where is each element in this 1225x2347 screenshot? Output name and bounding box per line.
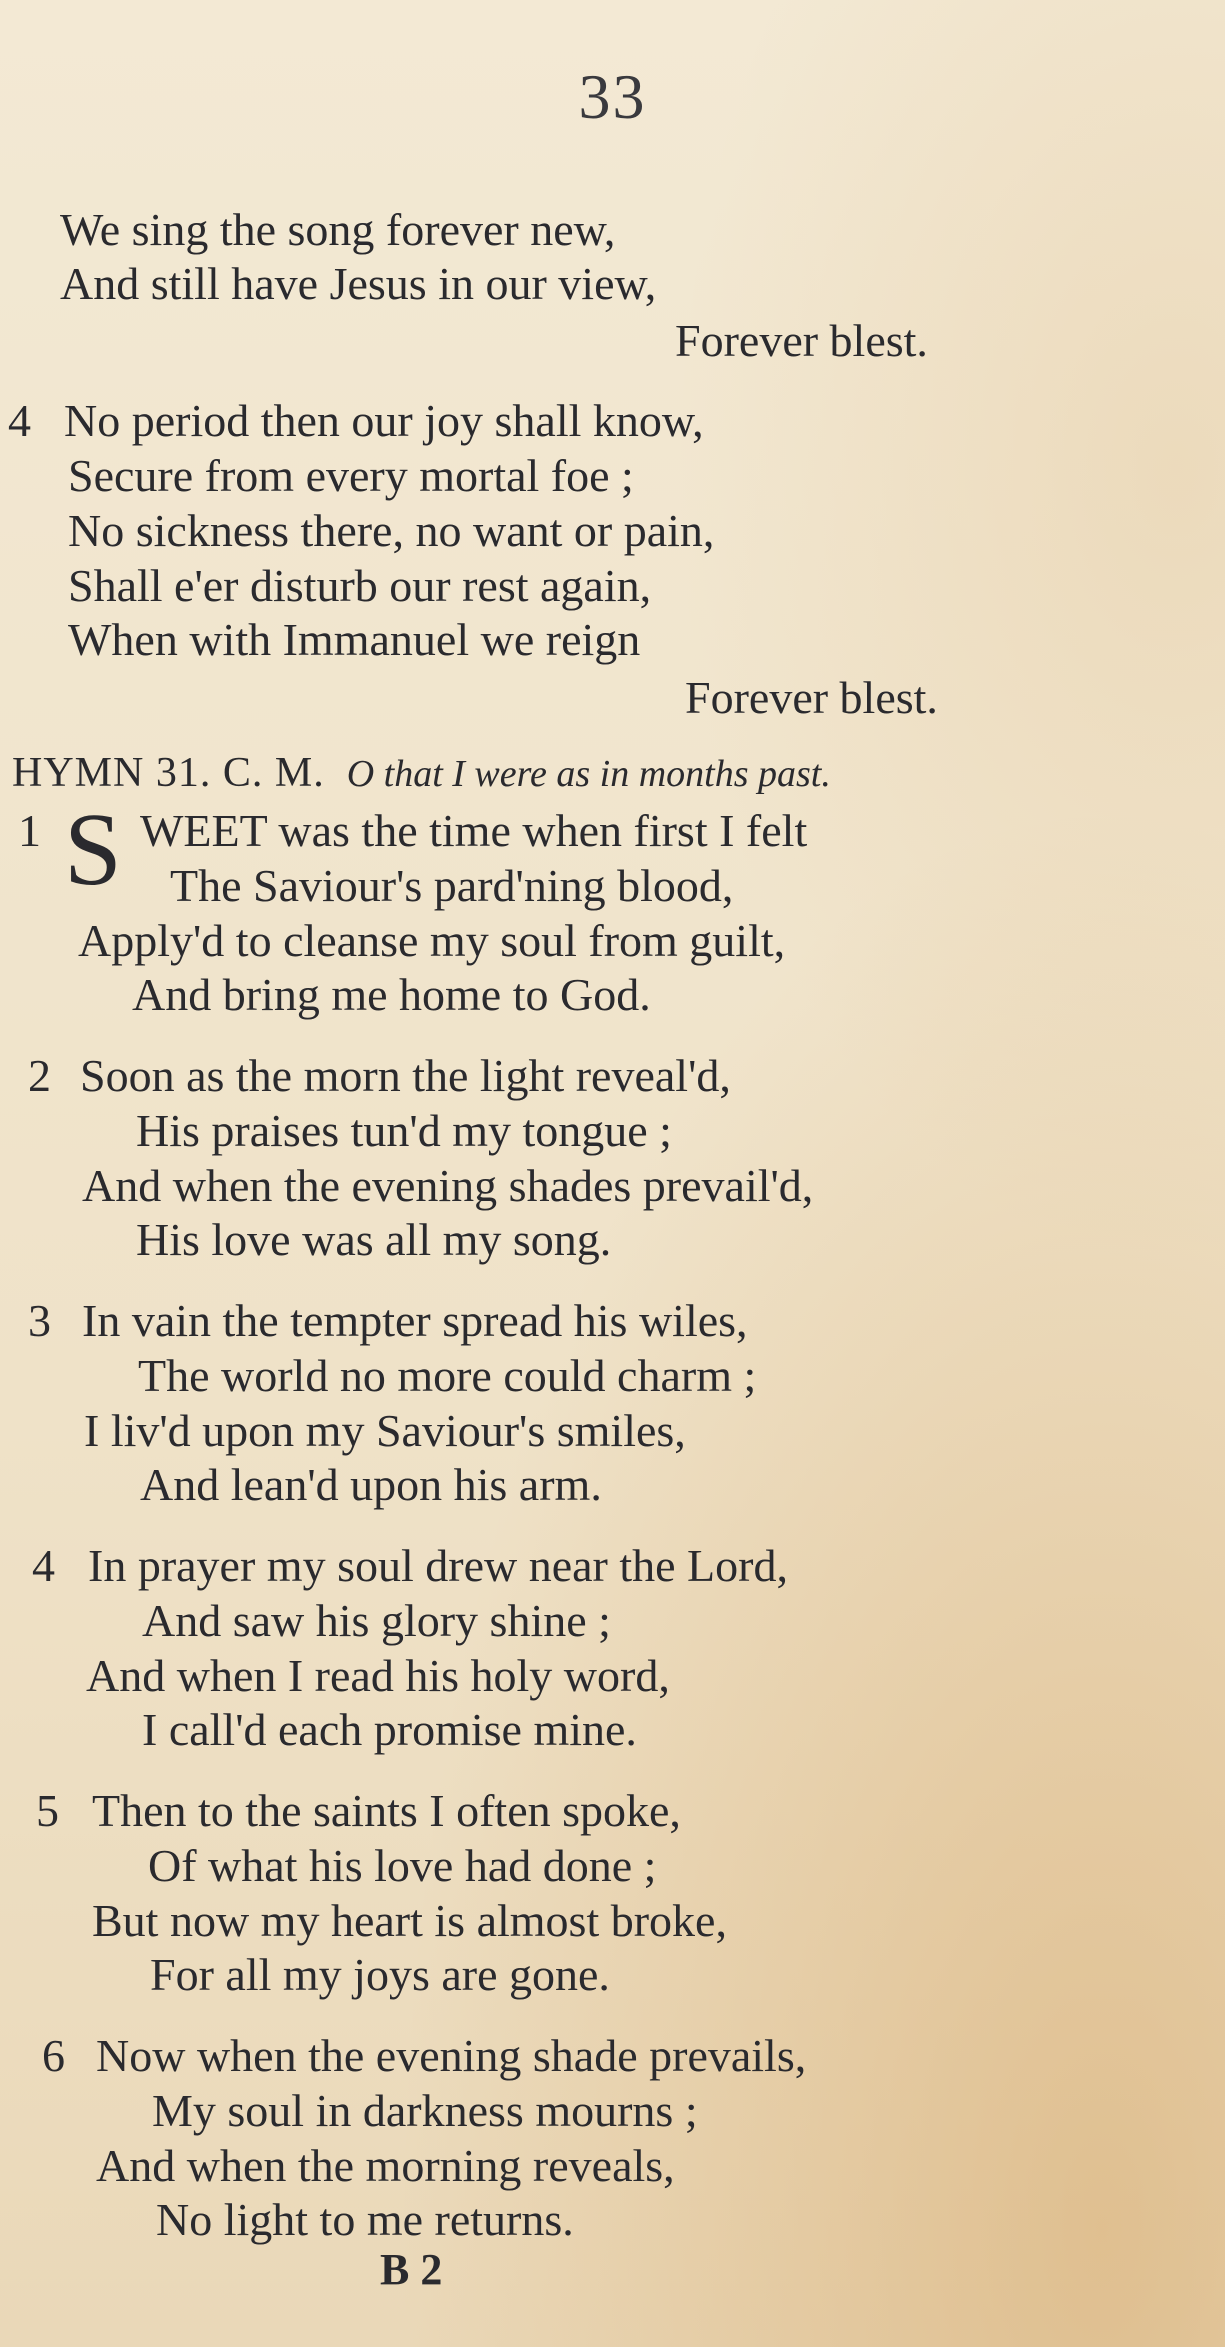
drop-cap: S [64,792,122,907]
verse-number: 3 [28,1295,51,1346]
verse-line: Apply'd to cleanse my soul from guilt, [78,915,786,966]
verse-number: 4 [8,395,31,446]
verse-line: For all my joys are gone. [150,1949,610,2000]
verse-line: And lean'd upon his arm. [140,1459,602,1510]
verse-line: And saw his glory shine ; [142,1595,611,1646]
verse-number: 4 [32,1540,55,1591]
verse-line: And when I read his holy word, [86,1650,670,1701]
verse-line: Soon as the morn the light reveal'd, [80,1050,731,1101]
verse-line: I call'd each promise mine. [142,1704,637,1755]
verse-line: And when the morning reveals, [96,2140,675,2191]
verse-line: When with Immanuel we reign [68,614,641,665]
verse-line: I liv'd upon my Saviour's smiles, [84,1405,686,1456]
continued-line-2: And still have Jesus in our view, [60,258,657,309]
verse-line: In prayer my soul drew near the Lord, [88,1540,788,1591]
verse-line: No sickness there, no want or pain, [68,505,715,556]
verse-line: Now when the evening shade prevails, [96,2030,807,2081]
verse-line: His praises tun'd my tongue ; [136,1105,672,1156]
verse-number: 1 [18,805,41,856]
signature-mark: B 2 [380,2245,443,2294]
continued-line-1: We sing the song forever new, [60,204,616,255]
verse-line: His love was all my song. [136,1214,612,1265]
verse-line: In vain the tempter spread his wiles, [82,1295,748,1346]
verse-line: But now my heart is almost broke, [92,1895,727,1946]
verse-number: 2 [28,1050,51,1101]
verse-line: Then to the saints I often spoke, [92,1785,681,1836]
verse-number: 5 [36,1785,59,1836]
page-number: 33 [578,61,647,132]
verse-line: And bring me home to God. [132,969,651,1020]
verse-line: And when the evening shades prevail'd, [82,1160,814,1211]
verse-line: The world no more could charm ; [138,1350,757,1401]
hymn-heading [12,752,831,794]
verse-line: Of what his love had done ; [148,1840,657,1891]
verse-line: No light to me returns. [156,2194,574,2245]
continued-refrain: Forever blest. [675,315,928,366]
verse-line: The Saviour's pard'ning blood, [170,860,734,911]
verse-number: 6 [42,2030,65,2081]
verse-line: My soul in darkness mourns ; [152,2085,698,2136]
verse-refrain: Forever blest. [685,672,938,723]
verse-line: WEET was the time when first I felt [140,805,808,856]
verse-line: Secure from every mortal foe ; [68,450,634,501]
hymn-subtitle: O that I were as in months past. [346,753,831,795]
hymn-title: HYMN 31. C. M. [12,750,325,796]
verse-line: No period then our joy shall know, [64,395,704,446]
verse-line: Shall e'er disturb our rest again, [68,560,652,611]
